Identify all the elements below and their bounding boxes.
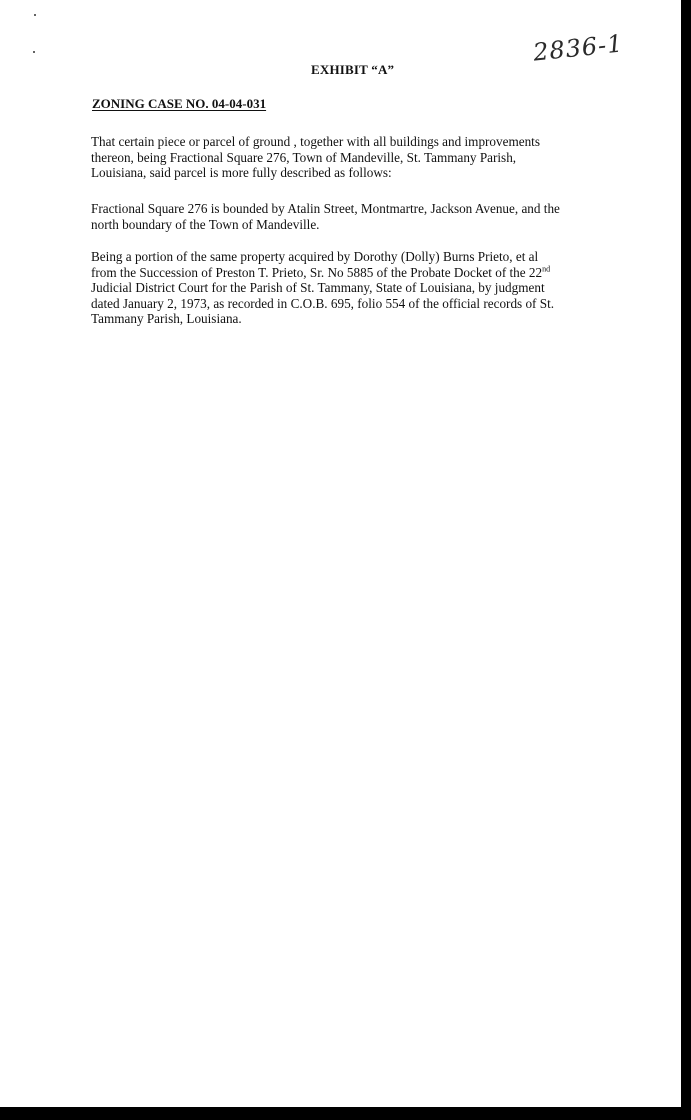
scan-speck (34, 14, 36, 16)
exhibit-title: EXHIBIT “A” (311, 62, 395, 77)
acquisition-paragraph (91, 249, 611, 327)
paragraph-line: north boundary of the Town of Mandeville. (91, 216, 320, 232)
paragraph-line-text: from the Succession of Preston T. Prieto, Sr. No 5885 of the Probate Docket of the 22 (91, 264, 543, 280)
parcel-description-paragraph (91, 134, 611, 181)
paragraph-line: Being a portion of the same property acquired by Dorothy (Dolly) Burns Prieto, et al (91, 249, 539, 264)
scan-speck (33, 51, 35, 53)
ordinal-superscript: nd (542, 264, 551, 274)
zoning-case-heading: ZONING CASE NO. 04-04-031 (92, 96, 267, 111)
paragraph-line: Louisiana, said parcel is more fully described as follows: (91, 165, 392, 180)
paragraph-line: Judicial District Court for the Parish of St. Tammany, State of Louisiana, by judgment (91, 280, 545, 295)
paragraph-line (91, 265, 611, 281)
paragraph-line: dated January 2, 1973, as recorded in C.O.B. 695, folio 554 of the official records of St. (91, 295, 555, 311)
paragraph-line: thereon, being Fractional Square 276, Town of Mandeville, St. Tammany Parish, (91, 149, 517, 165)
scan-border-right (681, 0, 691, 1120)
paragraph-line: Fractional Square 276 is bounded by Atalin Street, Montmartre, Jackson Avenue, and the (91, 201, 560, 216)
paragraph-line: Tammany Parish, Louisiana. (91, 311, 242, 326)
boundary-paragraph (91, 201, 611, 232)
handwritten-note: 2836-1 (531, 29, 625, 67)
scan-border-bottom (0, 1107, 691, 1120)
paragraph-line: That certain piece or parcel of ground , together with all buildings and improvements (91, 134, 540, 149)
